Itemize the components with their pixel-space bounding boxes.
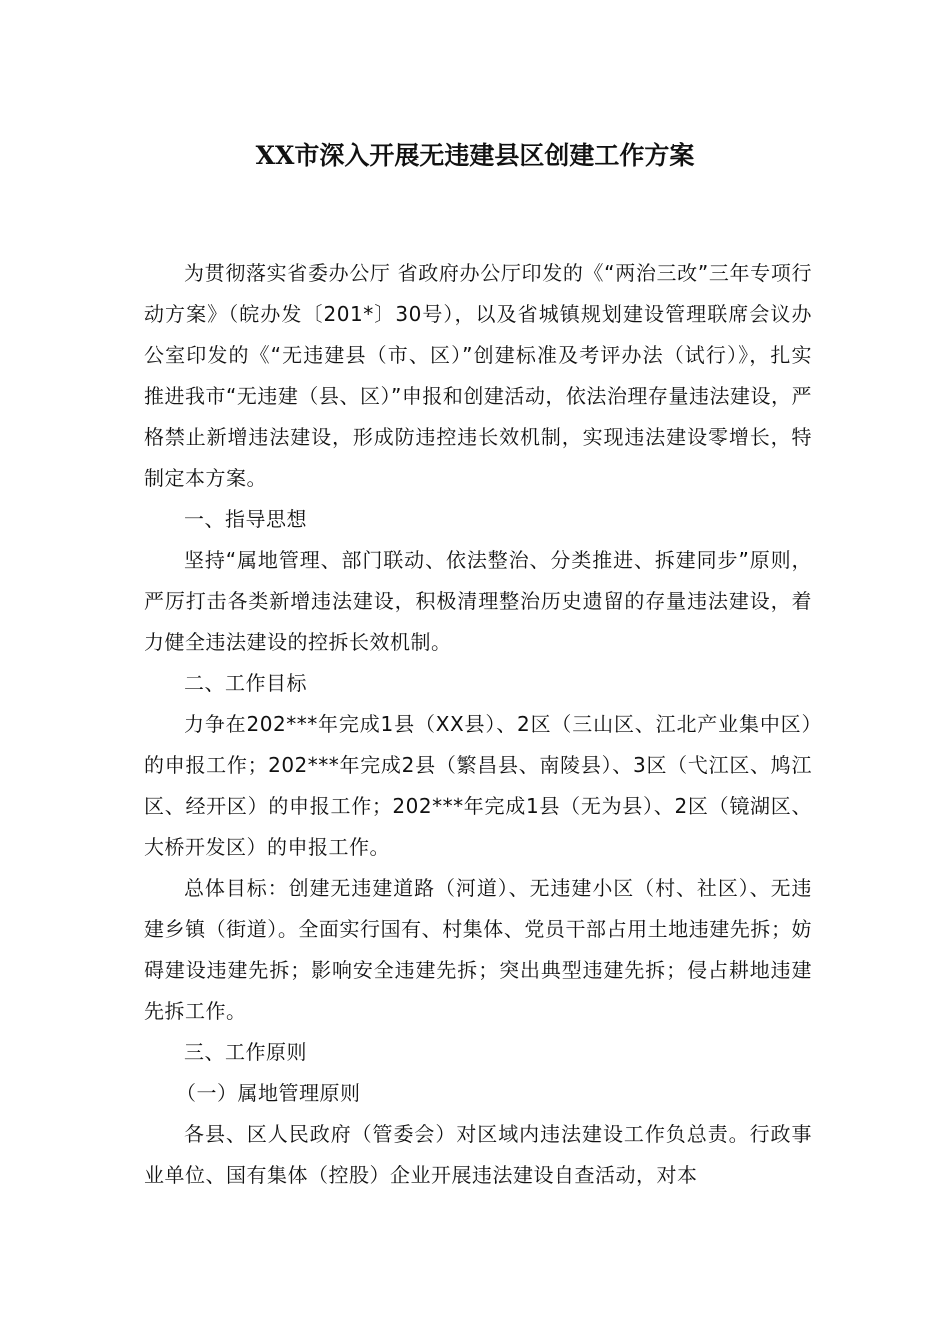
document-body — [144, 253, 812, 1196]
section-heading-work-goals: 二、工作目标 — [184, 671, 307, 695]
document-title: XX市深入开展无违建县区创建工作方案 — [255, 141, 695, 170]
paragraph-guiding-ideology: 坚持“属地管理、部门联动、依法整治、分类推进、拆建同步”原则，严厉打击各类新增违法建设，积极清理整治历史遗留的存量违法建设，着力健全违法建设的控拆长效机制。 — [144, 548, 812, 654]
section-heading-guiding-ideology: 一、指导思想 — [184, 507, 307, 531]
subsection-heading-territorial-management: （一）属地管理原则 — [176, 1081, 361, 1105]
paragraph-territorial-management: 各县、区人民政府（管委会）对区域内违法建设工作负总责。行政事业单位、国有集体（控股）企业开展违法建设自查活动，对本 — [144, 1122, 812, 1187]
paragraph-intro: 为贯彻落实省委办公厅 省政府办公厅印发的《“两治三改”三年专项行动方案》（皖办发〔201*〕30号），以及省城镇规划建设管理联席会议办公室印发的《“无违建县（市、区）”创建标准及考评办法（试行）》，扎实推进我市“无违建（县、区）”申报和创建活动，依法治理存量违法建设，严格禁止新增违法建设，形成防违控违长效机制，实现违法建设零增长，特制定本方案。 — [144, 261, 812, 490]
paragraph-work-goals: 力争在202***年完成1县（XX县）、2区（三山区、江北产业集中区）的申报工作；202***年完成2县（繁昌县、南陵县）、3区（弋江区、鸠江区、经开区）的申报工作；202***年完成1县（无为县）、2区（镜湖区、大桥开发区）的申报工作。 — [144, 712, 812, 859]
section-heading-work-principles: 三、工作原则 — [184, 1040, 307, 1064]
paragraph-overall-goals: 总体目标：创建无违建道路（河道）、无违建小区（村、社区）、无违建乡镇（街道）。全面实行国有、村集体、党员干部占用土地违建先拆；妨碍建设违建先拆；影响安全违建先拆；突出典型违建先拆；侵占耕地违建先拆工作。 — [144, 876, 812, 1023]
